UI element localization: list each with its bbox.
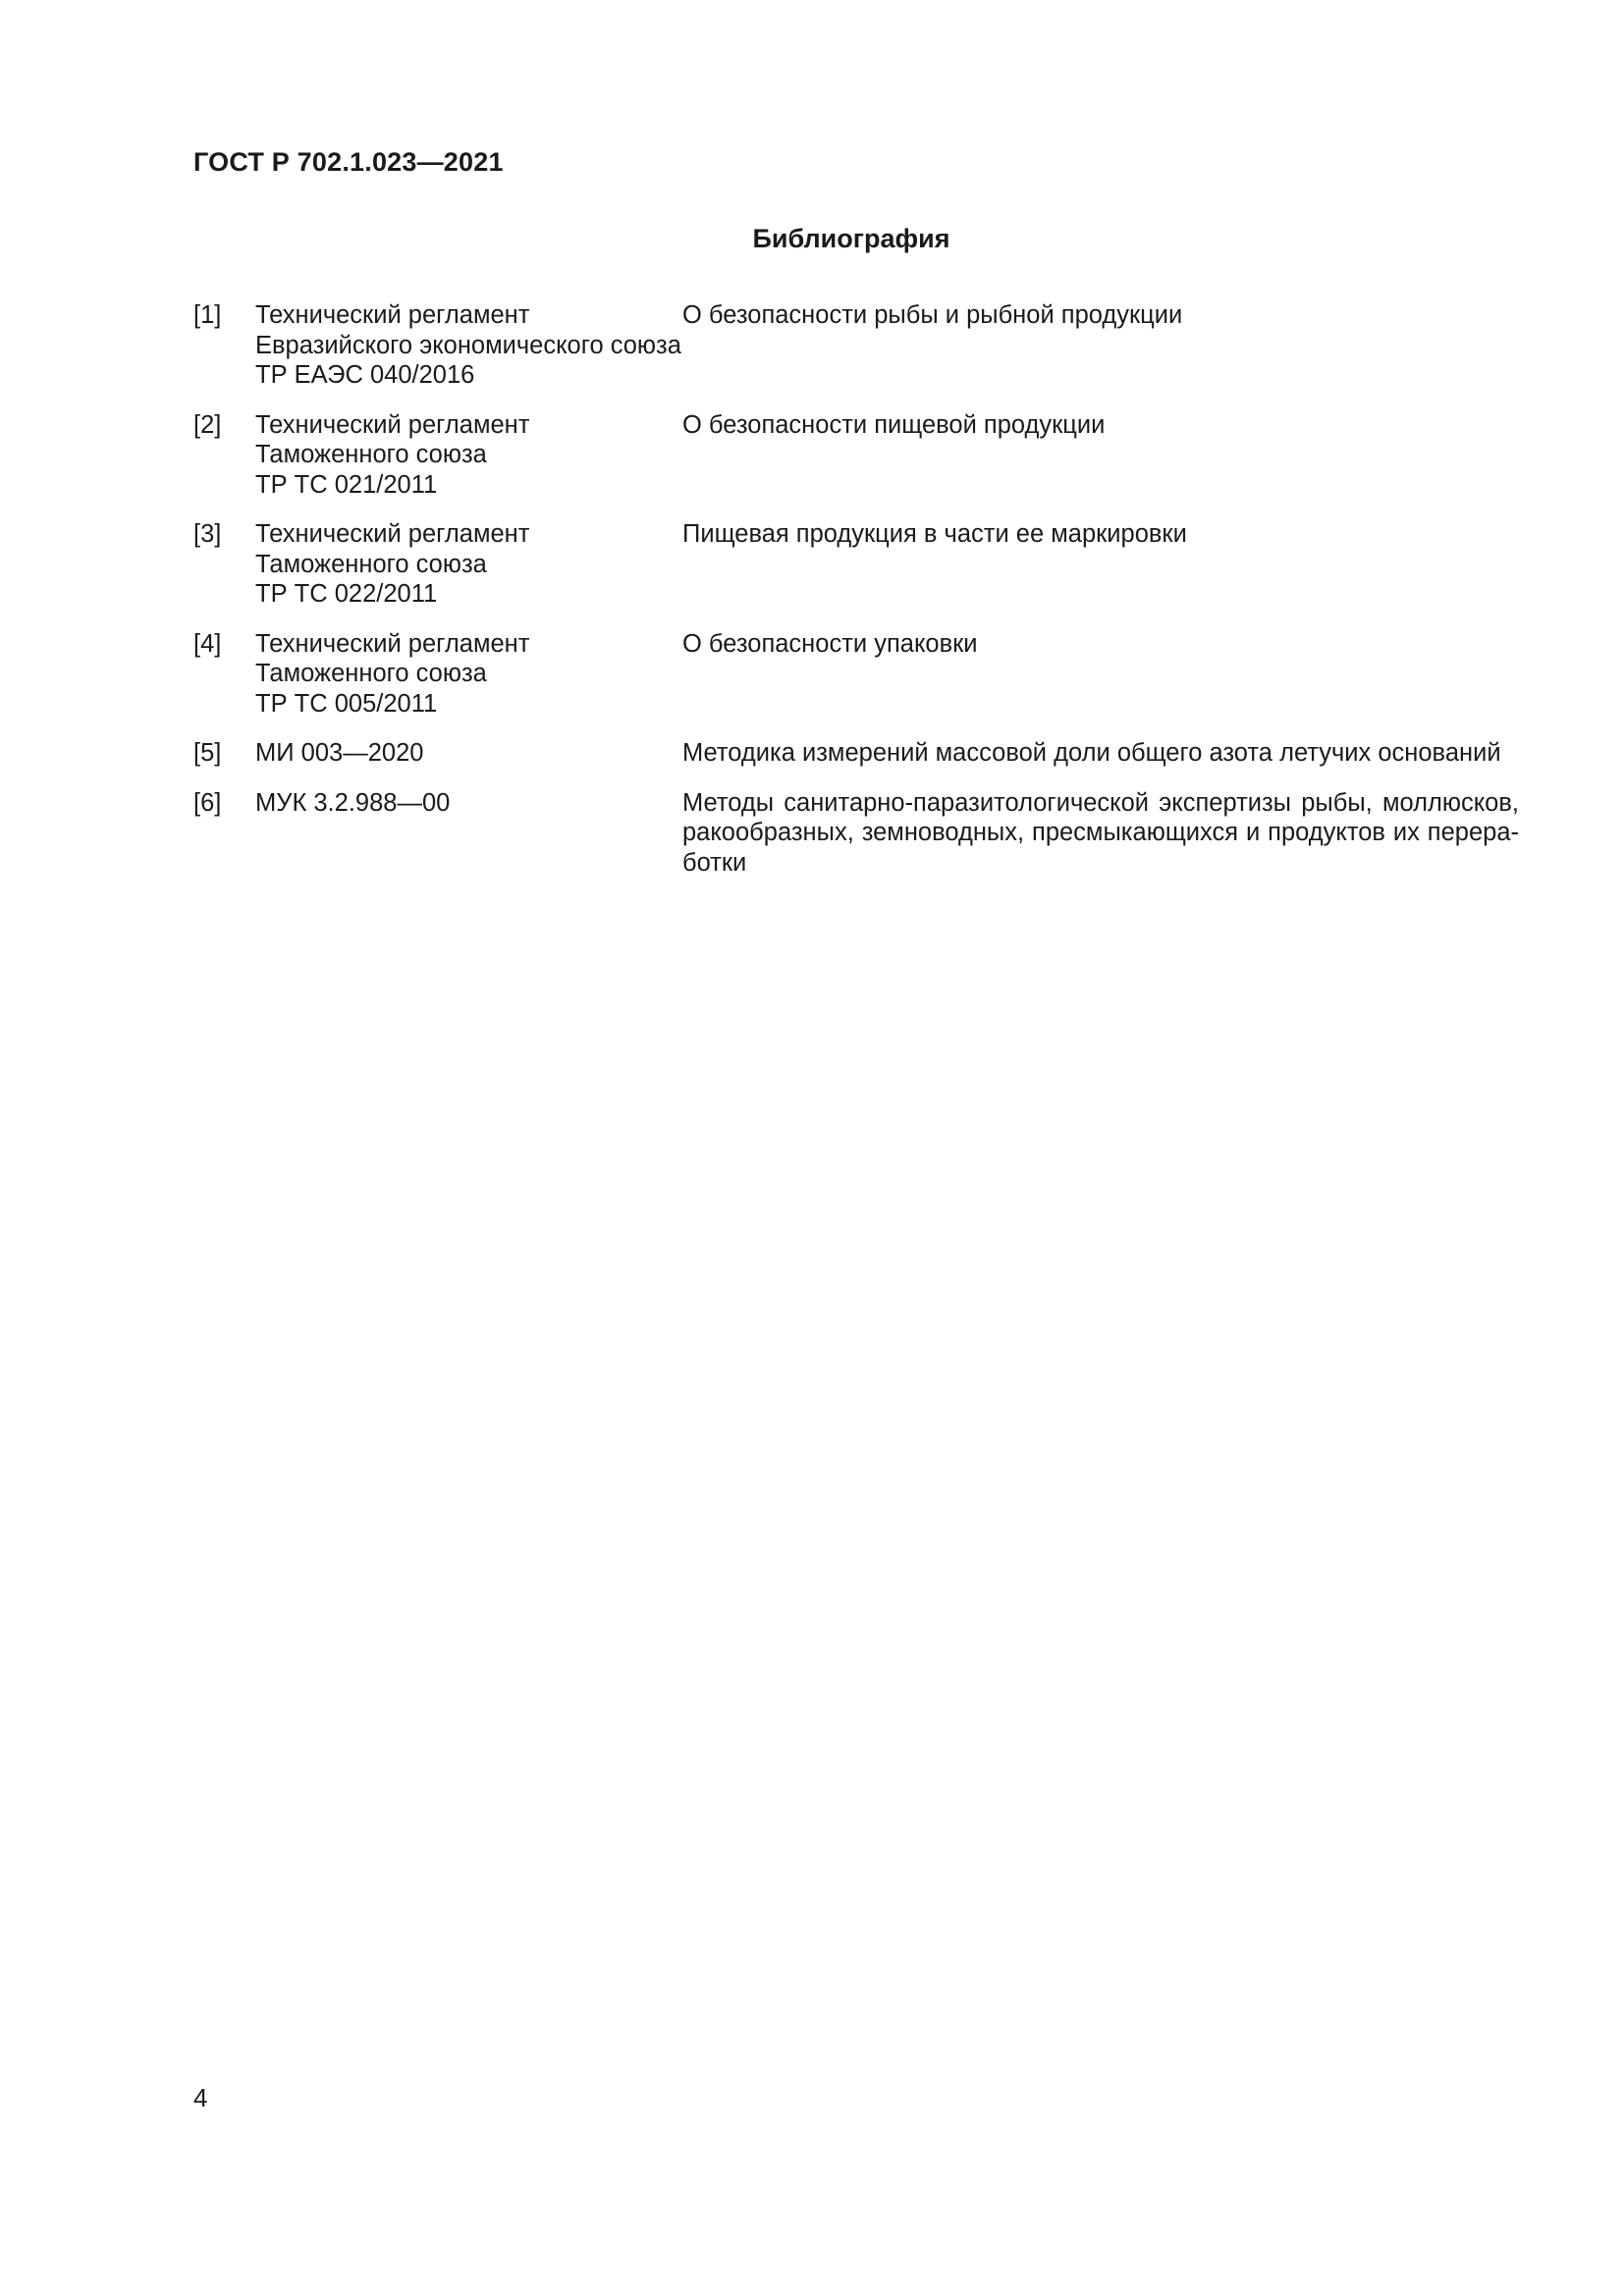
- entry-reference: Технический регламент Таможенного союза ТР ТС 005/2011: [255, 629, 530, 718]
- entry-title: Методы санитарно-паразитологической экспертизы рыбы, моллюсков, ракообразных, земноводных, пресмыкающихся и продуктов их перера-ботки: [682, 788, 1519, 877]
- entry-title: Пищевая продукция в части ее маркировки: [682, 520, 1187, 548]
- bibliography-entry: [193, 788, 1519, 879]
- bibliography-entry: [193, 300, 1519, 391]
- entry-reference: Технический регламент Таможенного союза ТР ТС 022/2011: [255, 520, 530, 608]
- entry-reference: МУК 3.2.988—00: [255, 788, 451, 817]
- document-code-header: ГОСТ Р 702.1.023—2021: [193, 147, 504, 177]
- bibliography-entry: [193, 410, 1519, 501]
- page-number: 4: [193, 2083, 208, 2112]
- entry-number: [6]: [193, 788, 222, 817]
- section-title: Библиография: [752, 224, 950, 253]
- entry-reference: Технический регламент Евразийского экономического союза ТР ЕАЭС 040/2016: [255, 301, 681, 389]
- entry-title: О безопасности пищевой продукции: [682, 410, 1106, 439]
- entry-reference: Технический регламент Таможенного союза ТР ТС 021/2011: [255, 410, 530, 499]
- bibliography-entry: [193, 629, 1519, 720]
- entry-number: [1]: [193, 301, 222, 329]
- entry-number: [5]: [193, 739, 222, 767]
- entry-number: [3]: [193, 520, 222, 548]
- bibliography-entry: [193, 738, 1519, 769]
- bibliography-list: [193, 300, 1519, 897]
- bibliography-entry: [193, 519, 1519, 610]
- entry-title: О безопасности рыбы и рыбной продукции: [682, 301, 1183, 329]
- entry-title: Методика измерений массовой доли общего азота летучих оснований: [682, 739, 1501, 767]
- entry-reference: МИ 003—2020: [255, 739, 424, 767]
- entry-title: О безопасности упаковки: [682, 629, 978, 658]
- entry-number: [4]: [193, 629, 222, 658]
- entry-number: [2]: [193, 410, 222, 439]
